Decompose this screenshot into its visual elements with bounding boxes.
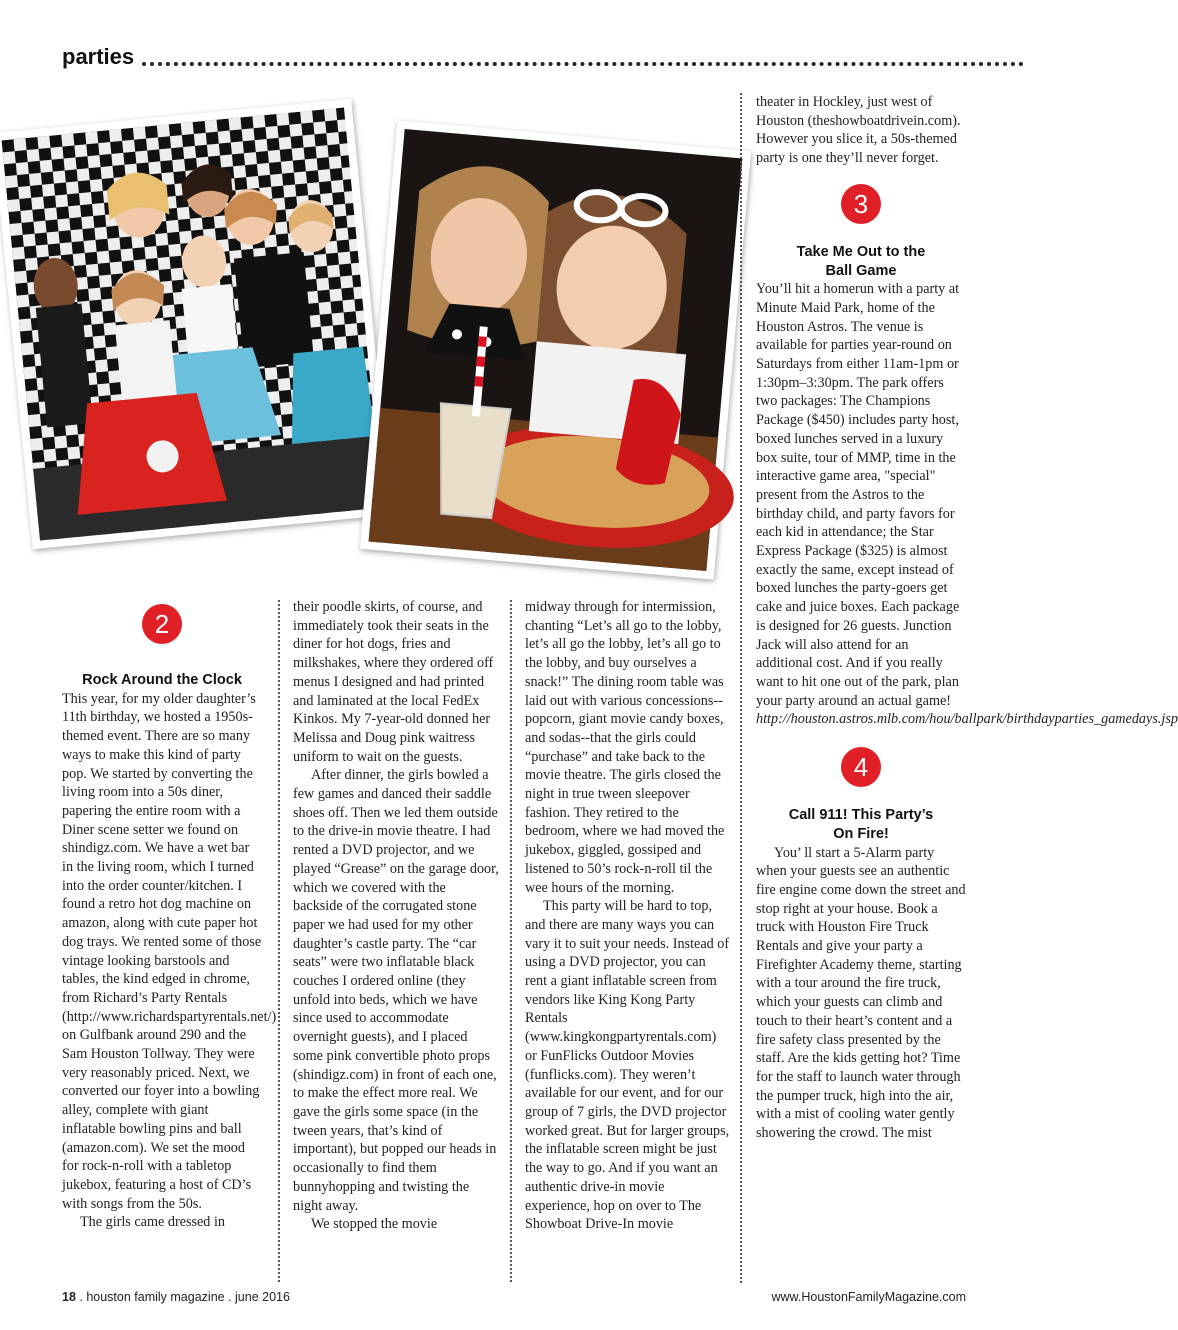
section-2-title: Rock Around the Clock: [82, 672, 242, 688]
col2-paragraph-1: their poodle skirts, of course, and immediately took their seats in the diner for hot dogs, fries and milkshakes, where they ordered off menus I designed and had printed and laminated at the local FedEx Kinkos. My 7-year-old donned her Melissa and Doug pink waitress uniform to wait on the guests.: [293, 599, 494, 765]
column-1: [62, 604, 277, 1232]
section-3-title-line1: Take Me Out to the: [796, 243, 926, 260]
col4-paragraph-3: You’ ll start a 5-Alarm party when your guests see an authentic fire engine come down the street and stop right at your house. Book a truck with Houston Fire Truck Rentals and give your party a Firefighter Academy theme, starting with a tour around the fire truck, which your guests can climb and touch to their heart’s content and a fire safety class presented by the staff. Are the kids getting hot? Time for the staff to launch water through the pumper truck, high into the air, with a mist of cooling water gently showering the crowd. The mist: [756, 844, 966, 1142]
page-number: 18: [62, 1290, 76, 1304]
footer-publication: . houston family magazine . june 2016: [75, 1290, 290, 1304]
section-4-title-line1: Call 911! This Party’s: [788, 807, 934, 824]
col4-paragraph-2: You’ll hit a homerun with a party at Minute Maid Park, home of the Houston Astros. The venue is available for parties year-round on Saturdays from either 11am-1pm or 1:30pm–3:30pm. The park offers two packages: The Champions Package ($450) includes party host, boxed lunches served in a luxury box suite, tour of MMP, time in the interactive game area, "special" present from the Astros to the birthday child, and party favors for each kid in attendance; the Star Express Package ($325) is almost exactly the same, except instead of boxed lunches the party-goers get cake and juice boxes. Each package is designed for 26 guests. Junction Jack will also attend for an additional cost. And if you really want to hit one out of the park, plan your party around an actual game!: [756, 281, 960, 709]
section-3-title-line2: Ball Game: [825, 262, 897, 279]
col2-paragraph-3: We stopped the movie: [311, 1216, 438, 1233]
column-3: [525, 598, 731, 1234]
col1-paragraph-2: The girls came dressed in: [80, 1214, 225, 1231]
column-divider-2: [510, 600, 512, 1282]
section-3-badge: 3: [841, 184, 881, 224]
column-divider-1: [278, 600, 280, 1282]
astros-party-link[interactable]: http://houston.astros.mlb.com/hou/ballpark/birthdayparties_gamedays.jsp: [756, 711, 1178, 728]
col3-paragraph-2: This party will be hard to top, and there are many ways you can vary it to suit your needs. Instead of using a DVD projector, you can rent a giant inflatable screen from vendors like King Kong Party Rentals (www.kingkongpartyrentals.com) or FunFlicks Outdoor Movies (funflicks.com). They weren’t available for our event, and for our group of 7 girls, the DVD projector worked great. But for larger groups, the inflatable screen might be just the way to go. And if you want an authentic drive-in movie experience, hop on over to The Showboat Drive-In movie: [525, 898, 730, 1233]
footer-left: [62, 1290, 290, 1304]
dotted-rule: [142, 58, 1024, 66]
photo-milkshake: [360, 120, 751, 579]
photo-milkshake-image: [369, 129, 743, 571]
col3-paragraph-1: midway through for intermission, chanting “Let’s all go to the lobby, let’s all go the lobby, let’s all go to the lobby, and buy ourselves a snack!” The dining room table was laid out with various concessions--popcorn, giant movie candy boxes, and sodas--that the girls could “purchase” and take back to the movie theatre. The girls closed the night in true tween sleepover fashion. They retired to the bedroom, where we had moved the jukebox, giggled, gossiped and listened to 50’s rock-n-roll til the wee hours of the morning.: [525, 599, 725, 896]
section-label: parties: [62, 44, 135, 69]
col4-paragraph-1: theater in Hockley, just west of Houston (theshowboatdrivein.com). However you slice it, a 50s-themed party is one they’ll never forget.: [756, 94, 961, 167]
column-2: [293, 598, 499, 1234]
photo-girls-diner-image: [2, 107, 383, 540]
section-4-badge: 4: [841, 747, 881, 787]
photo-girls-diner-illustration: [2, 107, 383, 540]
column-4: [756, 93, 1178, 1143]
section-4-title-line2: On Fire!: [833, 825, 889, 842]
col2-paragraph-2: After dinner, the girls bowled a few games and danced their saddle shoes off. Then we led them outside to the drive-in movie theatre. I had rented a DVD projector, and we played “Grease” on the garage door, which we covered with the backside of the corrugated stone paper we had used for my other daughter’s castle party. The “car seats” were two inflatable black couches I ordered online (they unfold into beds, which we have since used to accommodate overnight guests), and I placed some pink convertible photo props (shindigz.com) in front of each one, to make the effect more real. We gave the girls some space (in the tween years, that’s kind of important), but popped our heads in occasionally to find them bunnyhopping and twisting the night away.: [293, 767, 499, 1214]
col1-paragraph-1: This year, for my older daughter’s 11th birthday, we hosted a 1950s-themed event. There are so many ways to make this kind of party pop. We started by converting the living room into a 50s diner, papering the entire room with a Diner scene setter we found on shindigz.com. We have a wet bar in the living room, which I turned into the order counter/kitchen. I found a retro hot dog machine on amazon, along with cute paper hot dog trays. We rented some of those vintage looking barstools and tables, the kind edged in chrome, from Richard’s Party Rentals (http://www.richardspartyrentals.net/) on Gulfbank around 290 and the Sam Houston Tollway. They were very reasonably priced. Next, we converted our foyer into a bowling alley, complete with giant inflatable bowling pins and ball (amazon.com). We set the mood for rock-n-roll with a tabletop jukebox, featuring a host of CD’s with songs from the 50s.: [62, 690, 277, 1212]
section-header: [62, 40, 1024, 74]
photo-girls-diner: [0, 99, 391, 550]
section-2-badge: 2: [142, 604, 182, 644]
footer-website[interactable]: www.HoustonFamilyMagazine.com: [771, 1290, 966, 1304]
column-divider-3: [740, 93, 742, 1283]
photo-milkshake-illustration: [369, 129, 743, 571]
